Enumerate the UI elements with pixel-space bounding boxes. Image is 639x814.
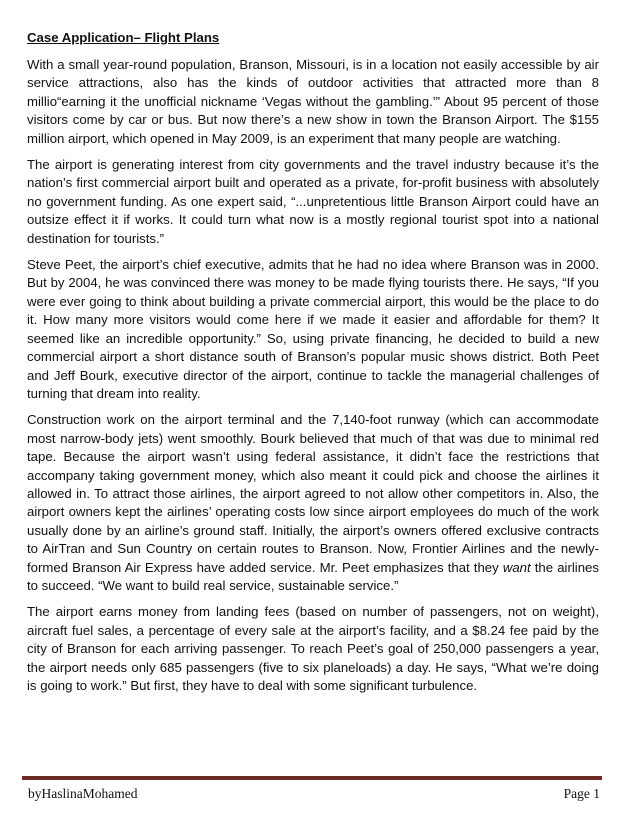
paragraph-1: With a small year-round population, Branson, Missouri, is in a location not easily accessible by air service attractions, also has the kinds of outdoor activities that attracted more than 8 millio“earning it the unofficial nickname ‘Vegas without the gambling.’” About 95 percent of those visitors come by car or bus. But now there’s a new show in town the Branson Airport. The $155 million airport, which opened in May 2009, is an experiment that many people are watching. [27, 57, 599, 146]
paragraph-2: The airport is generating interest from city governments and the travel industry because it’s the nation’s first commercial airport built and operated as a private, for-profit business with absolutely no government funding. As one expert said, “...unpretentious little Branson Airport could have an outsize effect it if works. It could turn what now is a mostly regional tourist spot into a national destination for tourists.” [27, 157, 599, 246]
document-body [27, 29, 599, 703]
footer-author: byHaslinaMohamed [28, 786, 138, 801]
paragraph-3: Steve Peet, the airport’s chief executive, admits that he had no idea where Branson was in 2000. But by 2004, he was convinced there was money to be made flying tourists there. He says, “If you were ever going to think about building a private commercial airport, this would be the place to do it. How many more visitors would come here if we made it easier and affordable for them? It seemed like an incredible opportunity.” So, using private financing, he decided to build a new commercial airport a short distance south of Branson’s popular music shows district. Both Peet and Jeff Bourk, executive director of the airport, continue to tackle the managerial challenges of turning that dream into reality. [27, 257, 599, 401]
paragraph-4-text-after: the airlines to succeed. “We want to build real service, sustainable service.” [27, 559, 599, 593]
paragraph-4-text-before: Construction work on the airport terminal and the 7,140-foot runway (which can accommodate most narrow-body jets) went smoothly. Bourk believed that much of that was due to minimal red tape. Because the airport wasn’t using federal assistance, it didn’t face the restrictions that accompany taking government money, which also meant it could pick and choose the airlines it allowed in. To attract those airlines, the airport agreed to not allow other competitors in. Also, the airport owners kept the airlines’ operating costs low since airport employees do much of the work usually done by an airline’s ground staff. Initially, the airport’s owners offered exclusive contracts to AirTran and Sun Country on certain routes to Branson. Now, Frontier Airlines and the newly-formed Branson Air Express have added service. Mr. Peet emphasizes that they [27, 412, 599, 575]
paragraph-4 [27, 411, 599, 595]
paragraph-5: The airport earns money from landing fees (based on number of passengers, not on weight), aircraft fuel sales, a percentage of every sale at the airport’s facility, and a $8.24 fee paid by the city of Branson for each arriving passenger. To reach Peet’s goal of 250,000 passengers a year, the airport needs only 685 passengers (five to six planeloads) a day. He says, “What we’re doing is going to work.” But first, they have to deal with some significant turbulence. [27, 604, 599, 693]
footer-page-number: Page 1 [563, 786, 600, 801]
paragraph-4-emphasis: want [502, 559, 531, 575]
case-title: Case Application– Flight Plans [27, 30, 220, 45]
footer-divider [22, 776, 602, 780]
